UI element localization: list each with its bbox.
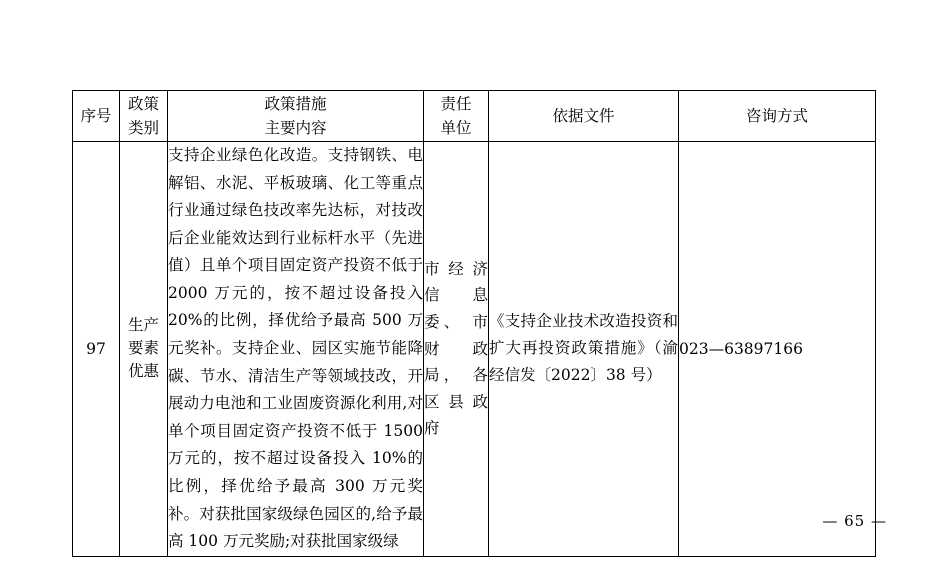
column-header-contact: 咨询方式: [679, 91, 876, 142]
cell-basis-document: 《支持企业技术改造投资和扩大再投资政策措施》（渝经信发〔2022〕38 号）: [489, 142, 679, 557]
column-header-seq: 序号: [73, 91, 120, 142]
policy-measures-table: [72, 90, 876, 557]
page-number: — 65 —: [822, 512, 887, 530]
table-header-row: [73, 91, 876, 142]
cell-sequence-number: 97: [73, 142, 120, 557]
column-header-responsible: 责任 单位: [424, 91, 489, 142]
column-header-basis: 依据文件: [489, 91, 679, 142]
cell-policy-category: 生产 要素 优惠: [120, 142, 168, 557]
cell-responsible-unit: 市经济 信 息 委、 市 财 政 局， 各 区县政 府: [424, 142, 489, 557]
table-row: [73, 142, 876, 557]
column-header-measure: 政策措施 主要内容: [168, 91, 424, 142]
cell-contact-info: 023—63897166: [679, 142, 876, 557]
cell-measure-content: 支持企业绿色化改造。支持钢铁、电解铝、水泥、平板玻璃、化工等重点行业通过绿色技改率先达标，对技改后企业能效达到行业标杆水平（先进值）且单个项目固定资产投资不低于 2000 万元的，按不超过设备投入 20%的比例，择优给予最高 500 万元奖补。支持企业、园区实施节能降碳、节水、清洁生产等领域技改，开展动力电池和工业固废资源化利用,对单个项目固定资产投资不低于 1500 万元的，按不超过设备投入 10%的比例，择优给予最高 300 万元奖补。对获批国家级绿色园区的,给予最高 100 万元奖励;对获批国家级绿: [168, 142, 424, 557]
column-header-category: 政策 类别: [120, 91, 168, 142]
